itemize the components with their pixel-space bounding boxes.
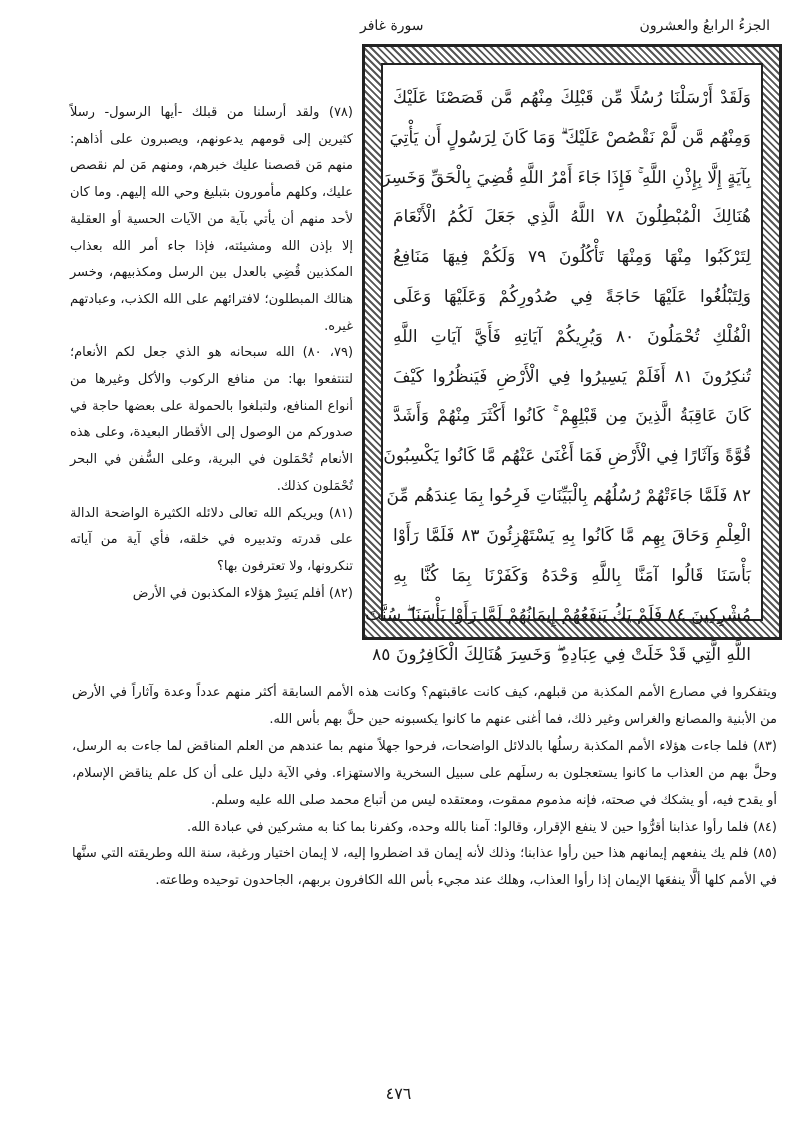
quran-line: بَأْسَنَا قَالُوا آمَنَّا بِاللَّهِ وَحْدَهُ وَكَفَرْنَا بِمَا كُنَّا بِهِ <box>393 565 751 586</box>
quran-frame-inner <box>365 63 763 666</box>
quran-line: الْعِلْمِ وَحَاقَ بِهِم مَّا كَانُوا بِهِ يَسْتَهْزِئُونَ ٨٣ فَلَمَّا رَأَوْا <box>393 525 751 546</box>
tafsir-paragraph: (٨٢) أفلم يَسِرْ هؤلاء المكذبون في الأرض <box>132 585 353 601</box>
tafsir-side-column <box>70 100 353 607</box>
quran-text <box>365 79 751 676</box>
juz-title: الجزءُ الرابعُ والعشرون <box>639 18 770 34</box>
quran-line: بِآيَةٍ إِلَّا بِإِذْنِ اللَّهِ ۚ فَإِذَا جَاءَ أَمْرُ اللَّهِ قُضِيَ بِالْحَقِّ وَخَسِرَ <box>382 167 751 188</box>
tafsir-paragraph: (٧٩، ٨٠) الله سبحانه هو الذي جعل لكم الأنعام؛ لتنتفعوا بها: من منافع الركوب والأكل وغيرها من أنواع المنافع، ولتبلغوا بالحمولة على بعضها حاجة في صدوركم من الوصول إلى الأقطار البعيدة، وعلى هذه الأنعام تُحْمَلون في البرية، وعلى السُّفن في البحر تُحْمَلون كذلك. <box>70 345 354 494</box>
quran-line: مُشْرِكِينَ ٨٤ فَلَمْ يَكُ يَنفَعُهُمْ إِيمَانُهُمْ لَمَّا رَأَوْا بَأْسَنَا ۖ سُنَّتَ <box>365 605 751 626</box>
quran-line: تُنكِرُونَ ٨١ أَفَلَمْ يَسِيرُوا فِي الْأَرْضِ فَيَنظُرُوا كَيْفَ <box>393 366 751 387</box>
quran-line: اللَّهِ الَّتِي قَدْ خَلَتْ فِي عِبَادِهِ ۖ وَخَسِرَ هُنَالِكَ الْكَافِرُونَ ٨٥ <box>372 645 751 666</box>
tafsir-paragraph: ويتفكروا في مصارع الأمم المكذبة من قبلهم، كيف كانت عاقبتهم؟ وكانت هذه الأمم السابقة أكثر منهم عدداً وعدة وآثاراً في الأرض من الأبنية والمصانع والغراس وغير ذلك، فما أغنى عنهم ما كانوا يكسبونه حين حلَّ بهم بأس الله. <box>72 685 777 727</box>
quran-line: قُوَّةً وَآثَارًا فِي الْأَرْضِ فَمَا أَغْنَىٰ عَنْهُم مَّا كَانُوا يَكْسِبُونَ <box>383 446 751 467</box>
tafsir-paragraph: (٨١) ويريكم الله تعالى دلائله الكثيرة الواضحة الدالة على قدرته وتدبيره في خلقه، فأي آية من آياته تنكرونها، ولا تعترفون بها؟ <box>70 505 353 574</box>
quran-frame <box>362 44 782 666</box>
quran-line: كَانَ عَاقِبَةُ الَّذِينَ مِن قَبْلِهِمْ ۚ كَانُوا أَكْثَرَ مِنْهُمْ وَأَشَدَّ <box>393 406 751 427</box>
tafsir-paragraph: (٨٣) فلما جاءت هؤلاء الأمم المكذبة رسلُها بالدلائل الواضحات، فرحوا جهلاً منهم بما عندهم من العلم المناقض لما جاءت به الرسل، وحلَّ بهم من العذاب ما كانوا يستعجلون به رسلَهم على سبيل السخرية والاستهزاء. وفي الآية دليل على أن كل علم يناقض الإسلام، أو يقدح فيه، أو يشكك في صحته، فإنه مذموم ممقوت، ومعتقده ليس من أتباع محمد صلى الله عليه وسلم. <box>72 738 777 808</box>
quran-line: وَلَقَدْ أَرْسَلْنَا رُسُلًا مِّن قَبْلِكَ مِنْهُم مَّن قَصَصْنَا عَلَيْكَ <box>393 88 751 108</box>
tafsir-full-column <box>72 680 777 895</box>
page-header <box>360 10 770 48</box>
quran-line: هُنَالِكَ الْمُبْطِلُونَ ٧٨ اللَّهُ الَّذِي جَعَلَ لَكُمُ الْأَنْعَامَ <box>393 207 751 228</box>
tafsir-paragraph: (٧٨) ولقد أرسلنا من قبلك -أيها الرسول- رسلاً كثيرين إلى قومهم يدعونهم، ويصبرون على أذاهم: منهم مَن قصصنا عليك خبرهم، ومنهم مَن لم نقصص عليك، وكلهم مأمورون بتبليغ وحي الله إليهم. وما كان لأحد منهم أن يأتي بآية من الآيات الحسية أو العقلية إلا بإذن الله ومشيئته، فإذا جاء أمر الله بعذاب المكذبين قُضِي بالعدل بين الرسل ومكذبيهم، وخسر هنالك المبطلون؛ لافترائهم على الله الكذب، وعبادتهم غيره. <box>70 105 353 334</box>
quran-line: الْفُلْكِ تُحْمَلُونَ ٨٠ وَيُرِيكُمْ آيَاتِهِ فَأَيَّ آيَاتِ اللَّهِ <box>393 326 751 347</box>
tafsir-paragraph: (٨٤) فلما رأوا عذابنا أقرُّوا حين لا ينفع الإقرار، وقالوا: آمنا بالله وحده، وكفرنا بما كنا به مشركين في عبادة الله. <box>186 819 777 835</box>
quran-line: ٨٢ فَلَمَّا جَاءَتْهُمْ رُسُلُهُم بِالْبَيِّنَاتِ فَرِحُوا بِمَا عِندَهُم مِّنَ <box>386 485 751 506</box>
surah-title: سورة غافر <box>360 18 424 34</box>
tafsir-paragraph: (٨٥) فلم يك ينفعهم إيمانهم هذا حين رأوا عذابنا؛ وذلك لأنه إيمان قد اضطروا إليه، لا إيمان اختيار ورغبة، سنة الله وطريقته التي سنَّها في الأمم كلها ألَّا ينفعَها الإيمان إذا رأوا العذاب، وهلك عند مجيء بأس الله الكافرون بربهم، الجاحدون توحيده وطاعته. <box>72 846 777 889</box>
quran-line: وَمِنْهُم مَّن لَّمْ نَقْصُصْ عَلَيْكَ ۗ وَمَا كَانَ لِرَسُولٍ أَن يَأْتِيَ <box>389 127 751 148</box>
page-number: ٤٧٦ <box>385 1084 412 1103</box>
quran-line: لِتَرْكَبُوا مِنْهَا وَمِنْهَا تَأْكُلُونَ ٧٩ وَلَكُمْ فِيهَا مَنَافِعُ <box>393 247 751 268</box>
quran-line: وَلِتَبْلُغُوا عَلَيْهَا حَاجَةً فِي صُدُورِكُمْ وَعَلَيْهَا وَعَلَى <box>393 286 751 307</box>
